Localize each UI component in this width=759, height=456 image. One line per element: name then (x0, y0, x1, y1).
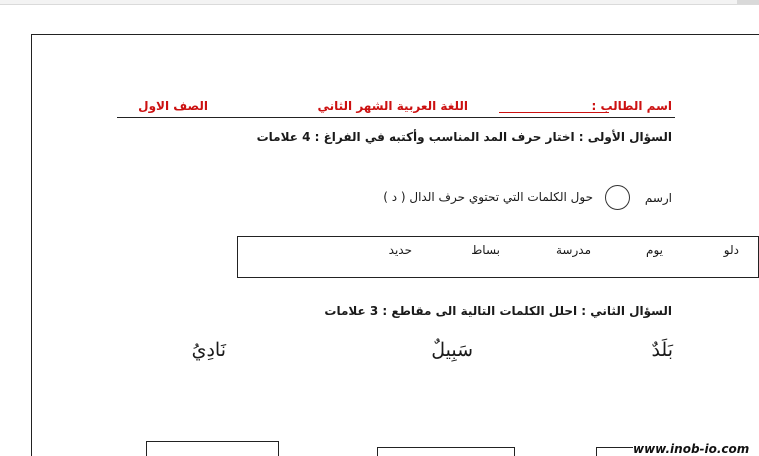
syllable-word: نَادِيُ (191, 339, 226, 361)
word-item: يوم (646, 243, 663, 257)
answer-box (596, 447, 636, 456)
draw-label: ارسم (644, 191, 672, 205)
watermark-url: www.inob-io.com (633, 442, 750, 456)
header-divider (117, 117, 675, 118)
word-item: بساط (471, 243, 500, 257)
student-name-blank (499, 112, 609, 113)
window-top-edge (0, 0, 759, 5)
word-item: مدرسة (555, 243, 591, 257)
question-1-instruction: حول الكلمات التي تحتوي حرف الدال ( د ) (383, 190, 593, 204)
answer-box (146, 441, 279, 456)
word-item: حديد (388, 243, 412, 257)
syllable-word: بَلَدٌ (651, 339, 673, 361)
question-2-title: السؤال الثاني : احلل الكلمات التالية الى مقاطع : 3 علامات (324, 304, 672, 318)
answer-box (377, 447, 515, 456)
window-corner (737, 0, 759, 4)
circle-icon (605, 185, 630, 210)
grade-label: الصف الاول (138, 99, 208, 113)
syllable-word: سَبِيلٌ (431, 339, 473, 361)
question-1-title: السؤال الأولى : اختار حرف المد المناسب وأكتبه في الفراغ : 4 علامات (256, 130, 672, 144)
subject-month-label: اللغة العربية الشهر الثاني (317, 99, 468, 113)
word-item: دلو (723, 243, 739, 257)
student-name-label: اسم الطالب : (591, 99, 672, 113)
